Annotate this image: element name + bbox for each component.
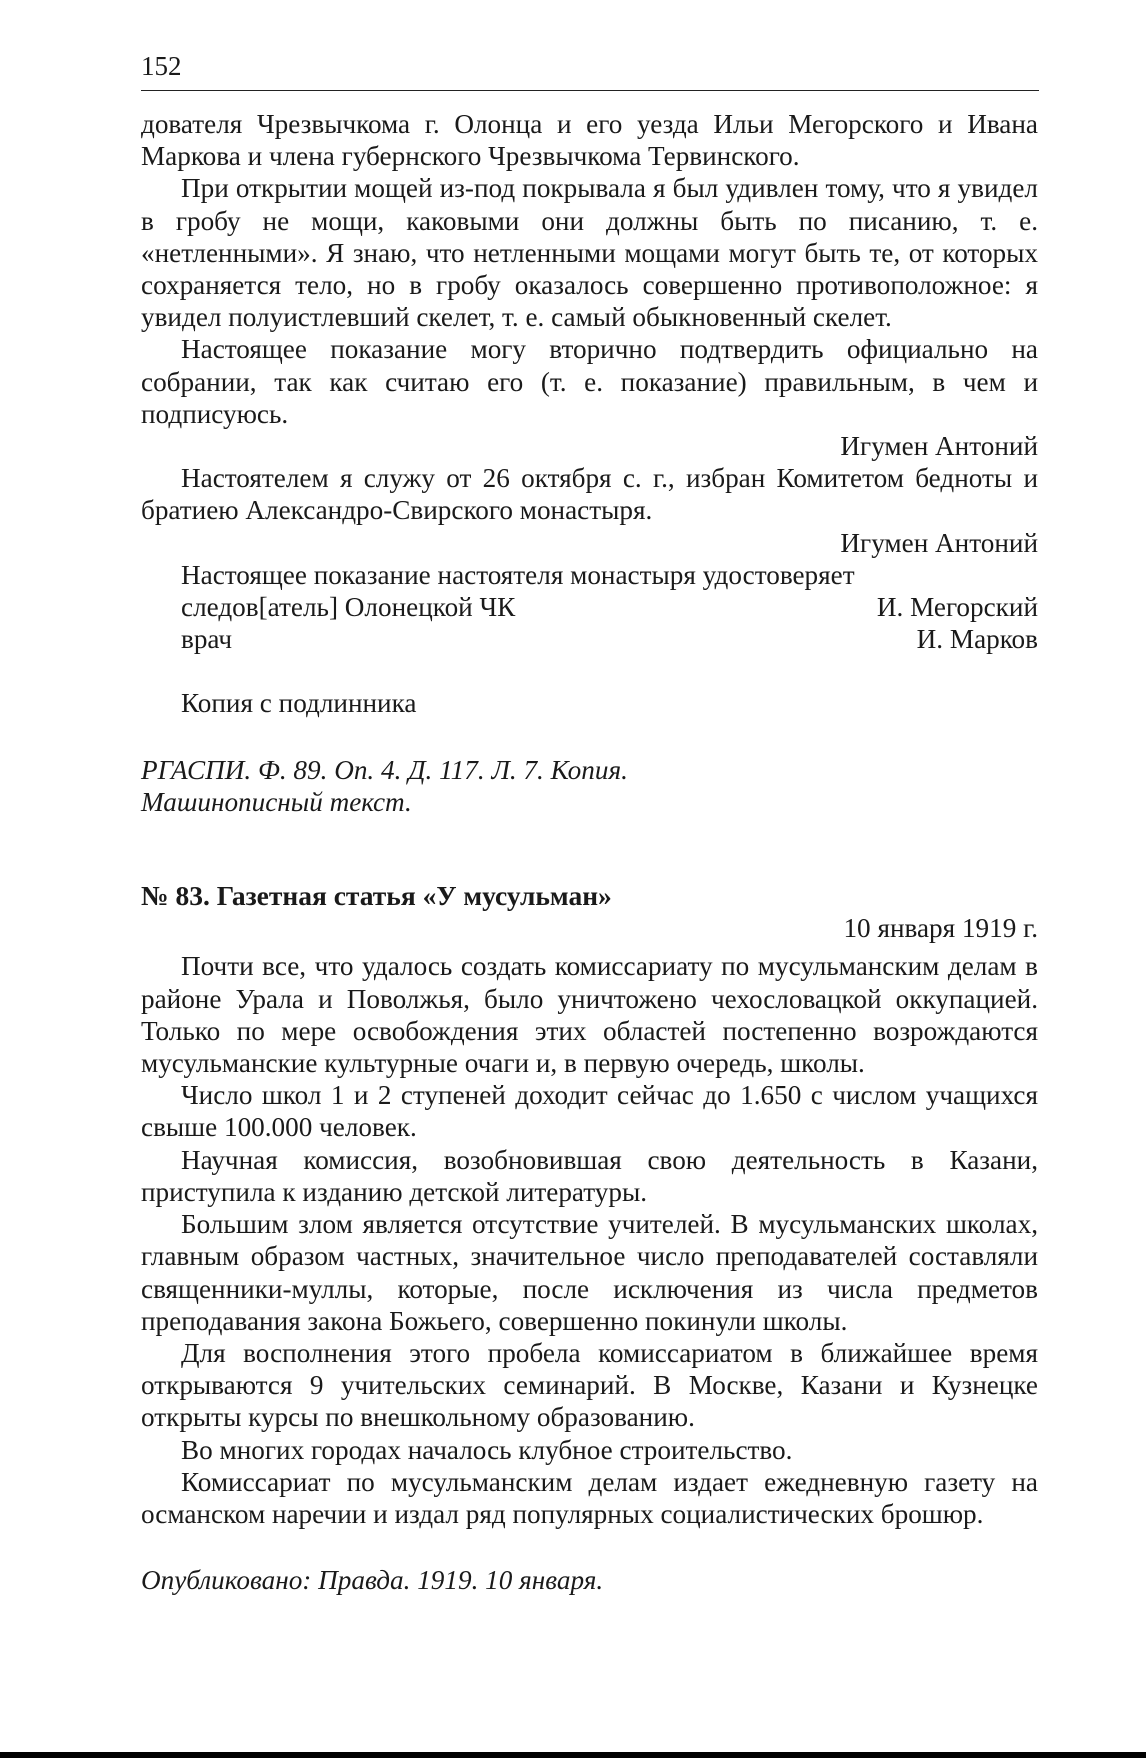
paragraph-abbot-service: Настоятелем я служу от 26 октября с. г., избран Комитетом бедноты и братиею Александро-Свирского монастыря. — [141, 463, 1038, 526]
article-paragraph: Большим злом является отсутствие учителей. В мусульманских школах, главным образом частных, значительное число преподавателей составляли священники-муллы, которые, после исключения из числа предметов преподавания закона Божьего, совершенно покинули школы. — [141, 1209, 1038, 1336]
article-paragraph: Почти все, что удалось создать комиссариату по мусульманским делам в районе Урала и Поволжья, было уничтожено чехословацкой оккупацией. Только по мере освобождения этих областей постепенно возрождаются мусульманские культурные очаги и, в первую очередь, школы. — [141, 951, 1038, 1079]
signature-abbot-1: Игумен Антоний — [840, 431, 1038, 462]
paragraph-confirmation: Настоящее показание могу вторично подтвердить официально на собрании, так как считаю его (т. е. показание) правильным, в чем и подписуюсь. — [141, 334, 1038, 429]
page-number: 152 — [141, 51, 182, 81]
article-paragraph: Научная комиссия, возобновившая свою деятельность в Казани, приступила к изданию детской литературы. — [141, 1144, 1038, 1207]
page-body — [141, 108, 1038, 1596]
article-paragraph: Комиссариат по мусульманским делам издает ежедневную газету на османском наречии и издал ряд популярных социалистических брошюр. — [141, 1466, 1038, 1529]
paragraph-continuation: дователя Чрезвычкома г. Олонца и его уезда Ильи Мегорского и Ивана Маркова и члена губернского Чрезвычкома Тервинского. — [141, 109, 1038, 172]
header-rule — [141, 90, 1039, 91]
article-paragraph: Для восполнения этого пробела комиссариатом в ближайшее время открываются 9 учительских семинарий. В Москве, Казани и Кузнецке открыты курсы по внешкольному образованию. — [141, 1337, 1038, 1433]
certifier-doctor — [141, 623, 1038, 655]
copy-note: Копия с подлинника — [181, 688, 417, 719]
archive-reference-line-2: Машинописный текст. — [141, 786, 412, 817]
archive-reference-line-1: РГАСПИ. Ф. 89. Оп. 4. Д. 117. Л. 7. Копия. — [141, 754, 628, 785]
article-paragraph: Во многих городах началось клубное строительство. — [181, 1434, 793, 1465]
certification-line: Настоящее показание настоятеля монастыря удостоверяет — [181, 559, 855, 590]
document-date: 10 января 1919 г. — [843, 913, 1038, 944]
certifier-investigator — [141, 591, 1038, 623]
document-heading: № 83. Газетная статья «У мусульман» — [141, 880, 612, 912]
publication-source: Опубликовано: Правда. 1919. 10 января. — [141, 1565, 604, 1596]
certifier-role: следов[атель] Олонецкой ЧК — [181, 592, 516, 623]
signature-abbot-2: Игумен Антоний — [840, 527, 1038, 558]
certifier-name: И. Мегорский — [876, 592, 1038, 623]
certifier-role: врач — [181, 624, 233, 655]
paragraph-testimony: При открытии мощей из-под покрывала я был удивлен тому, что я увидел в гробу не мощи, каковыми они должны быть по писанию, т. е. «нетленными». Я знаю, что нетленными мощами могут быть те, от которых сохраняется тело, но в гробу оказалось совершенно противоположное: я увидел полуистлевший скелет, т. е. самый обыкновенный скелет. — [141, 173, 1038, 333]
bottom-edge-bar — [0, 1752, 1146, 1758]
article-paragraph: Число школ 1 и 2 ступеней доходит сейчас до 1.650 с числом учащихся свыше 100.000 человек. — [141, 1080, 1038, 1143]
certifier-name: И. Марков — [916, 624, 1038, 655]
